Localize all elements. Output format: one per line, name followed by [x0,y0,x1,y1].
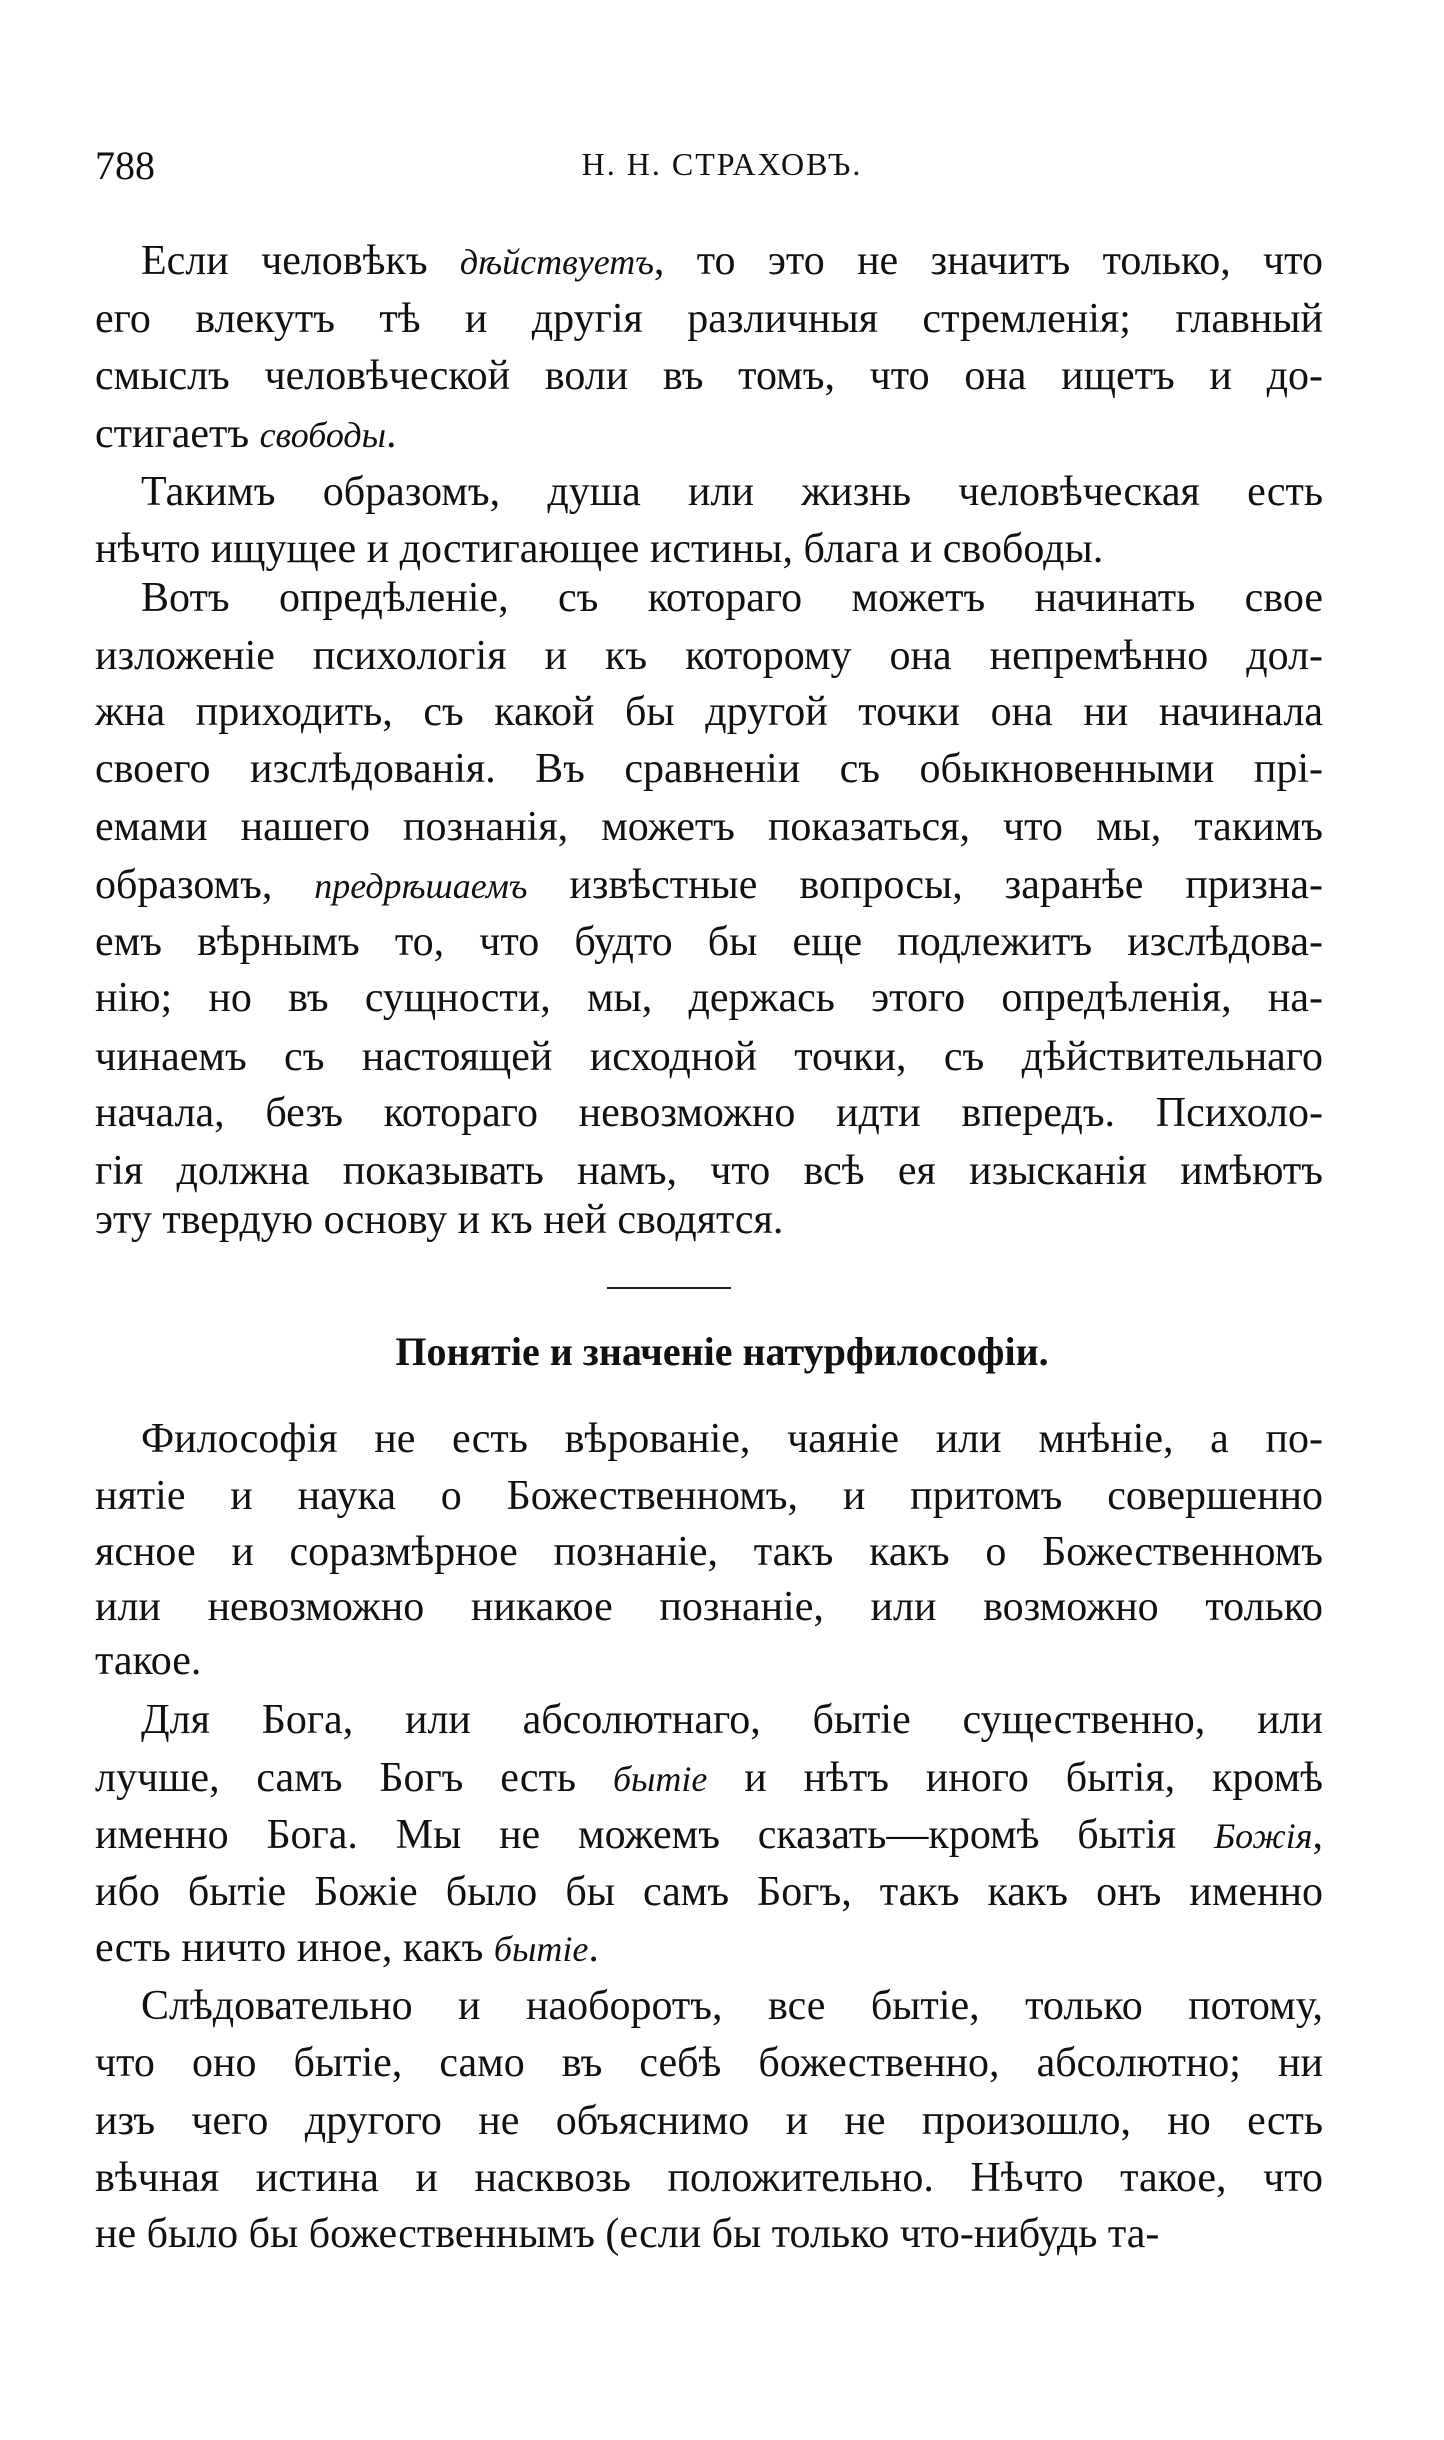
text-run: изложеніе психологія и къ которому она непремѣнно дол- [95,633,1323,679]
text-line [95,860,1323,911]
italic-text: дѣйствуетъ [459,242,654,282]
text-line [95,1195,1323,1245]
text-line [95,1867,1323,1917]
italic-text: бытіе [493,1929,589,1969]
text-line [95,294,1323,344]
text-run: нѣчто ищущее и достигающее истины, блага и свободы. [95,526,1104,572]
text-line [95,1753,1323,1804]
text-run: образомъ, [95,862,315,908]
page-number: 788 [95,143,155,188]
text-run: и нѣтъ иного бытія, кромѣ [707,1755,1323,1801]
text-run: емами нашего познанія, можетъ показаться, что мы, такимъ [95,804,1323,850]
text-run: Такимъ образомъ, душа или жизнь человѣческая есть [141,469,1323,515]
text-run: , то это не значитъ только, что [653,238,1323,284]
text-line [141,1981,1323,2031]
text-run: вѣчная истина и насквозь положительно. Нѣчто такое, что [95,2155,1323,2201]
text-run: Если человѣкъ [141,238,460,284]
text-run: . [588,1925,599,1971]
text-run: стигаетъ [95,411,260,457]
text-line [95,2096,1323,2146]
text-run: гія должна показывать намъ, что всѣ ея изысканія имѣютъ [95,1148,1323,1194]
section-heading: Понятіе и значеніе натурфилософіи. [395,1329,1049,1374]
text-line [95,1810,1323,1861]
text-run: Для Бога, или абсолютнаго, бытіе существенно, или [141,1697,1323,1743]
text-run: начала, безъ котораго невозможно идти впередъ. Психоло- [95,1090,1323,1136]
text-line [95,631,1323,681]
text-run: ясное и соразмѣрное познаніе, такъ какъ о Божественномъ [95,1529,1323,1575]
text-run: Слѣдовательно и наоборотъ, все бытіе, только потому, [141,1983,1323,2029]
text-run: такое. [95,1638,202,1684]
text-run: эту твердую основу и къ ней сводятся. [95,1197,784,1243]
text-line [95,2153,1323,2203]
text-run: Вотъ опредѣленіе, съ котораго можетъ начинать свое [141,575,1323,621]
italic-text: свободы [259,415,386,455]
running-head: Н. Н. СТРАХОВЪ. [581,146,863,182]
text-run: что оно бытіе, само въ себѣ божественно, абсолютно; ни [95,2040,1323,2086]
text-line [141,236,1323,287]
text-line [95,1527,1323,1577]
text-run: жна приходить, съ какой бы другой точки она ни начинала [95,689,1323,735]
text-run: . [385,411,397,457]
text-run: есть ничто иное, какъ [95,1925,494,1971]
text-line [141,573,1323,623]
text-run: ибо бытіе Божіе было бы самъ Богъ, такъ какъ онъ именно [95,1869,1323,1915]
text-run: своего изслѣдованія. Въ сравненіи съ обыкновенными прі- [95,746,1323,792]
text-line [95,409,1323,460]
text-line [95,744,1323,794]
text-line [95,2038,1323,2088]
text-run: нію; но въ сущности, мы, держась этого опредѣленія, на- [95,975,1323,1021]
text-line [95,687,1323,737]
text-run: или невозможно никакое познаніе, или возможно только [95,1584,1323,1630]
text-line [95,1146,1323,1196]
text-line [95,1582,1323,1632]
text-line [95,2209,1323,2259]
text-run: извѣстные вопросы, заранѣе призна- [527,862,1323,908]
text-run: , [1312,1812,1323,1858]
text-line [95,1923,1323,1974]
text-line [95,973,1323,1023]
text-line [95,917,1323,967]
text-run: нятіе и наука о Божественномъ, и притомъ совершенно [95,1473,1323,1519]
text-run: Философія не есть вѣрованіе, чаяніе или мнѣніе, а по- [141,1416,1323,1462]
text-line [95,1636,1323,1686]
text-run: чинаемъ съ настоящей исходной точки, съ дѣйствительнаго [95,1034,1323,1080]
text-line [95,802,1323,852]
text-run: емъ вѣрнымъ то, что будто бы еще подлежитъ изслѣдова- [95,919,1323,965]
text-line [141,467,1323,517]
section-divider [607,1287,731,1289]
italic-text: бытіе [612,1759,708,1799]
text-run: лучше, самъ Богъ есть [95,1755,613,1801]
text-run: именно Бога. Мы не можемъ сказать—кромѣ бытія [95,1812,1214,1858]
text-line [95,1032,1323,1082]
text-run: изъ чего другого не объяснимо и не произошло, но есть [95,2098,1323,2144]
text-line [95,1471,1323,1521]
text-line [95,351,1323,401]
italic-text: предрѣшаемъ [314,866,528,906]
text-line [141,1695,1323,1745]
text-line [95,1088,1323,1138]
italic-text: Божія [1213,1816,1313,1856]
text-line [141,1414,1323,1464]
text-run: смыслъ человѣческой воли въ томъ, что она ищетъ и до- [95,353,1323,399]
text-line [95,524,1323,574]
text-run: его влекутъ тѣ и другія различныя стремленія; главный [95,296,1323,342]
text-run: не было бы божественнымъ (если бы только что-нибудь та- [95,2211,1160,2257]
